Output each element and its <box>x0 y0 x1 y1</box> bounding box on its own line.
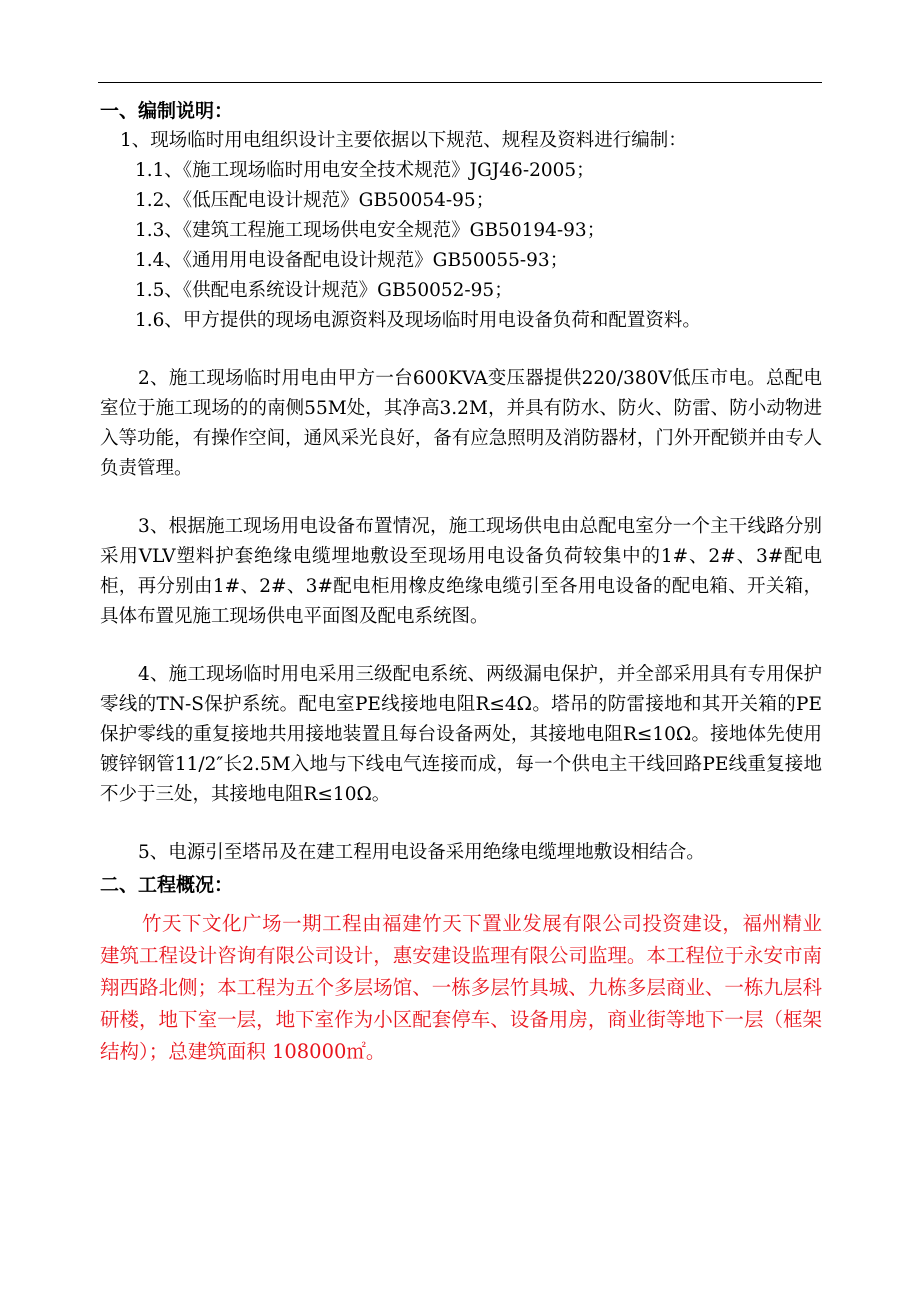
paragraph-grounding: 4、施工现场临时用电采用三级配电系统、两级漏电保护，并全部采用具有专用保护零线的TN-S保护系统。配电室PE线接地电阻R≤4Ω。塔吊的防雷接地和其开关箱的PE保护零线的重复接地共用接地装置且每台设备两处，其接地电阻R≤10Ω。接地体先使用镀锌钢管11/2″长2.5M入地与下线电气连接而成，每一个供电主干线回路PE线重复接地不少于三处，其接地电阻R≤10Ω。 <box>100 664 822 805</box>
reference-item-1: 1.1、《施工现场临时用电安全技术规范》JGJ46-2005； <box>135 160 595 181</box>
reference-item-3: 1.3、《建筑工程施工现场供电安全规范》GB50194-93； <box>135 220 606 241</box>
spacer <box>100 810 822 838</box>
reference-item-4: 1.4、《通用用电设备配电设计规范》GB50055-93； <box>135 250 569 271</box>
reference-item-2: 1.2、《低压配电设计规范》GB50054-95； <box>135 190 495 211</box>
spacer <box>100 336 822 364</box>
spacer <box>100 632 822 660</box>
section2-heading: 二、工程概况： <box>100 874 234 896</box>
spacer <box>100 484 822 512</box>
header-rule <box>98 82 822 83</box>
reference-item-5: 1.5、《供配电系统设计规范》GB50052-95； <box>135 280 513 301</box>
section1-heading: 一、编制说明： <box>100 100 234 122</box>
paragraph-power-source: 2、施工现场临时用电由甲方一台600KVA变压器提供220/380V低压市电。总配电室位于施工现场的的南侧55M处，其净高3.2M，并具有防水、防火、防雷、防小动物进入等功能，有操作空间，通风采光良好，备有应急照明及消防器材，门外开配锁并由专人负责管理。 <box>100 368 822 479</box>
document-body <box>100 96 822 1068</box>
reference-item-6: 1.6、甲方提供的现场电源资料及现场临时用电设备负荷和配置资料。 <box>135 310 701 331</box>
project-overview-paragraph: 竹天下文化广场一期工程由福建竹天下置业发展有限公司投资建设，福州精业建筑工程设计咨询有限公司设计，惠安建设监理有限公司监理。本工程位于永安市南翔西路北侧；本工程为五个多层场馆、一栋多层竹具城、九栋多层商业、一栋九层科研楼，地下室一层，地下室作为小区配套停车、设备用房，商业街等地下一层（框架结构）；总建筑面积 108000㎡。 <box>100 912 822 1063</box>
paragraph-cabling: 5、电源引至塔吊及在建工程用电设备采用绝缘电缆埋地敷设相结合。 <box>138 842 705 863</box>
paragraph-distribution: 3、根据施工现场用电设备布置情况，施工现场供电由总配电室分一个主干线路分别采用VLV塑料护套绝缘电缆埋地敷设至现场用电设备负荷较集中的1#、2#、3#配电柜，再分别由1#、2#、3#配电柜用橡皮绝缘电缆引至各用电设备的配电箱、开关箱，具体布置见施工现场供电平面图及配电系统图。 <box>100 516 822 627</box>
section1-intro: 1、现场临时用电组织设计主要依据以下规范、规程及资料进行编制： <box>120 130 687 151</box>
